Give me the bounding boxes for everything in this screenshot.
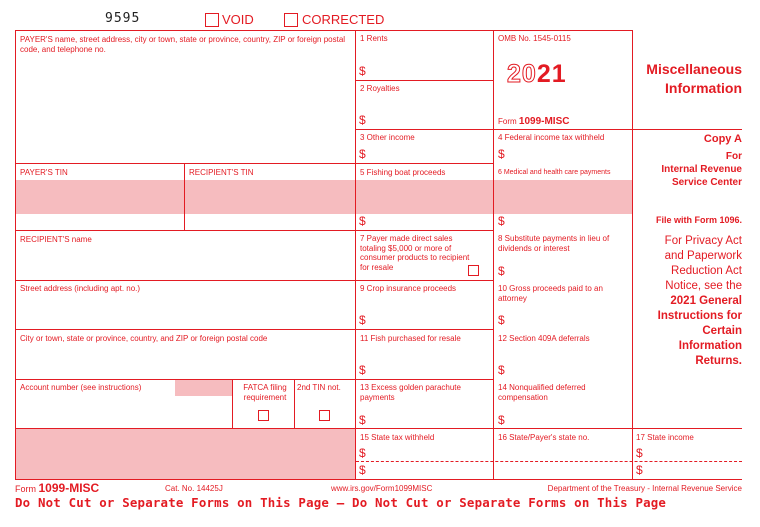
box17-label: 17 State income [636, 433, 694, 442]
box1-label: 1 Rents [360, 34, 388, 43]
b6-shade [494, 180, 632, 214]
box14-label: 14 Nonqualified deferred compensation [498, 383, 586, 402]
notice-bold1: 2021 General [670, 295, 742, 307]
omb-form-prefix: Form [498, 117, 519, 126]
box16-field-1[interactable] [497, 445, 629, 460]
box17-dollar-2: $ [636, 463, 643, 477]
payer-info-field[interactable] [16, 58, 354, 162]
box12-dollar: $ [498, 363, 505, 377]
line-account-top [15, 379, 493, 380]
recipient-name-label: RECIPIENT'S name [20, 235, 92, 244]
box7-checkbox[interactable] [468, 265, 479, 276]
box6-dollar: $ [498, 214, 505, 228]
street-field[interactable] [16, 297, 354, 327]
line-tin-top [15, 163, 493, 164]
notice-bold4: Information [678, 340, 742, 352]
box2-label: 2 Royalties [360, 84, 400, 93]
box4-label: 4 Federal income tax withheld [498, 133, 605, 142]
frame-bottom [15, 479, 742, 480]
form-code: 9595 [105, 11, 141, 26]
copy-irs-line2: Service Center [671, 177, 742, 188]
copy-file-with: File with Form 1096. [655, 215, 742, 225]
box11-field[interactable] [368, 362, 490, 377]
box13-dollar: $ [359, 413, 366, 427]
form-title-line1: Miscellaneous [646, 61, 742, 77]
omb-form-name [498, 116, 569, 127]
footer-warning: Do Not Cut or Separate Forms on This Page — Do Not Cut or Separate Forms on This Page [15, 495, 667, 510]
box1-dollar: $ [359, 64, 366, 78]
box12-field[interactable] [507, 362, 629, 377]
box14-field[interactable] [507, 412, 629, 427]
omb-form-number: 1099-MISC [518, 116, 570, 127]
box6-label: 6 Medical and health care payments [498, 169, 611, 176]
box8-field[interactable] [507, 263, 629, 278]
street-label: Street address (including apt. no.) [20, 284, 141, 293]
copy-a-heading: Copy A [703, 133, 742, 145]
payer-info-label: PAYER'S name, street address, city or town, state or province, country, ZIP or foreign postal code, and telephone no. [20, 35, 346, 54]
box5-dollar: $ [359, 214, 366, 228]
box5-field[interactable] [368, 213, 490, 228]
box2-dollar: $ [359, 113, 366, 127]
box10-label: 10 Gross proceeds paid to an attorney [498, 284, 603, 303]
box14-dollar: $ [498, 413, 505, 427]
line-street-top [15, 280, 493, 281]
box4-dollar: $ [498, 147, 505, 161]
box15-dollar-1: $ [359, 446, 366, 460]
copy-irs-line1: Internal Revenue [661, 164, 742, 175]
city-field[interactable] [16, 347, 354, 377]
account-label: Account number (see instructions) [20, 383, 142, 392]
footer-form-prefix: Form [15, 484, 39, 494]
state-row-divider [356, 461, 742, 462]
recipient-tin-label: RECIPIENT'S TIN [189, 168, 254, 177]
box13-field[interactable] [368, 412, 490, 427]
box8-dollar: $ [498, 264, 505, 278]
box17-dollar-1: $ [636, 446, 643, 460]
box12-label: 12 Section 409A deferrals [498, 334, 590, 343]
city-label: City or town, state or province, country, and ZIP or foreign postal code [20, 334, 268, 343]
account-field[interactable] [16, 397, 231, 427]
box15-field-2[interactable] [368, 463, 490, 478]
box16-label: 16 State/Payer's state no. [498, 433, 590, 442]
box11-dollar: $ [359, 363, 366, 377]
footer-form-number: 1099-MISC [38, 481, 100, 495]
notice-line2: and Paperwork [664, 250, 742, 262]
b5-shade [356, 180, 493, 214]
second-tin-checkbox[interactable] [319, 410, 330, 421]
divider-main [355, 30, 356, 479]
line-omb-b4 [493, 129, 632, 130]
recipient-tin-field[interactable] [185, 180, 355, 214]
notice-bold5: Returns. [695, 355, 742, 367]
fatca-checkbox[interactable] [258, 410, 269, 421]
box4-field[interactable] [507, 146, 629, 161]
box1-field[interactable] [368, 62, 490, 78]
tax-year-prefix: 20 [507, 60, 537, 88]
box9-label: 9 Crop insurance proceeds [360, 284, 457, 293]
box9-dollar: $ [359, 313, 366, 327]
box3-field[interactable] [368, 146, 490, 161]
box3-dollar: $ [359, 147, 366, 161]
divider-2ndtin [294, 379, 295, 428]
box13-label: 13 Excess golden parachute payments [360, 383, 461, 402]
frame-top [15, 30, 632, 31]
box7-label: 7 Payer made direct sales totaling $5,000 or more of consumer products to recipient for resale [360, 234, 470, 272]
box17-field-2[interactable] [645, 463, 740, 478]
line-tin-bottom [15, 230, 493, 231]
void-checkbox[interactable] [205, 13, 219, 27]
account-shade [175, 380, 232, 396]
corrected-label: CORRECTED [302, 12, 385, 27]
footer-cat-no: Cat. No. 14425J [165, 484, 223, 493]
tax-year [507, 60, 567, 89]
line-b1-b2 [355, 80, 493, 81]
box6-field[interactable] [507, 213, 629, 228]
footer-url: www.irs.gov/Form1099MISC [331, 484, 433, 493]
line-city-top [15, 329, 493, 330]
notice-line3: Reduction Act [671, 265, 742, 277]
fatca-label: FATCA filing requirement [243, 383, 287, 402]
payer-tin-field[interactable] [16, 180, 184, 214]
box9-field[interactable] [368, 312, 490, 327]
form-title-line2: Information [665, 80, 742, 96]
divider-fatca [232, 379, 233, 428]
box5-label: 5 Fishing boat proceeds [360, 168, 446, 177]
box2-field[interactable] [368, 111, 490, 127]
box15-label: 15 State tax withheld [360, 433, 435, 442]
box8-label: 8 Substitute payments in lieu of dividends or interest [498, 234, 610, 253]
footer-dept: Department of the Treasury - Internal Revenue Service [547, 484, 742, 493]
recipient-name-field[interactable] [16, 248, 354, 278]
box15-field-1[interactable] [368, 445, 490, 460]
notice-line4: Notice, see the [665, 280, 742, 292]
second-tin-label: 2nd TIN not. [297, 383, 341, 392]
divider-right [632, 30, 633, 479]
notice-line1: For Privacy Act [664, 235, 742, 247]
payer-tin-label: PAYER'S TIN [20, 168, 68, 177]
privacy-notice [658, 234, 742, 369]
footer-form-name [15, 481, 99, 495]
divider-mid [493, 30, 494, 479]
box17-field-1[interactable] [645, 445, 740, 460]
box16-field-2[interactable] [497, 463, 629, 478]
bottom-left-shade [16, 429, 355, 479]
copy-for: For [725, 151, 742, 162]
corrected-checkbox[interactable] [284, 13, 298, 27]
omb-label: OMB No. 1545-0115 [498, 34, 571, 43]
notice-bold3: Certain [702, 325, 742, 337]
box3-label: 3 Other income [360, 133, 415, 142]
box15-dollar-2: $ [359, 463, 366, 477]
box10-field[interactable] [507, 312, 629, 327]
box10-dollar: $ [498, 313, 505, 327]
notice-bold2: Instructions for [657, 310, 742, 322]
box11-label: 11 Fish purchased for resale [360, 334, 461, 343]
void-label: VOID [222, 12, 254, 27]
tax-year-suffix: 21 [536, 60, 567, 88]
